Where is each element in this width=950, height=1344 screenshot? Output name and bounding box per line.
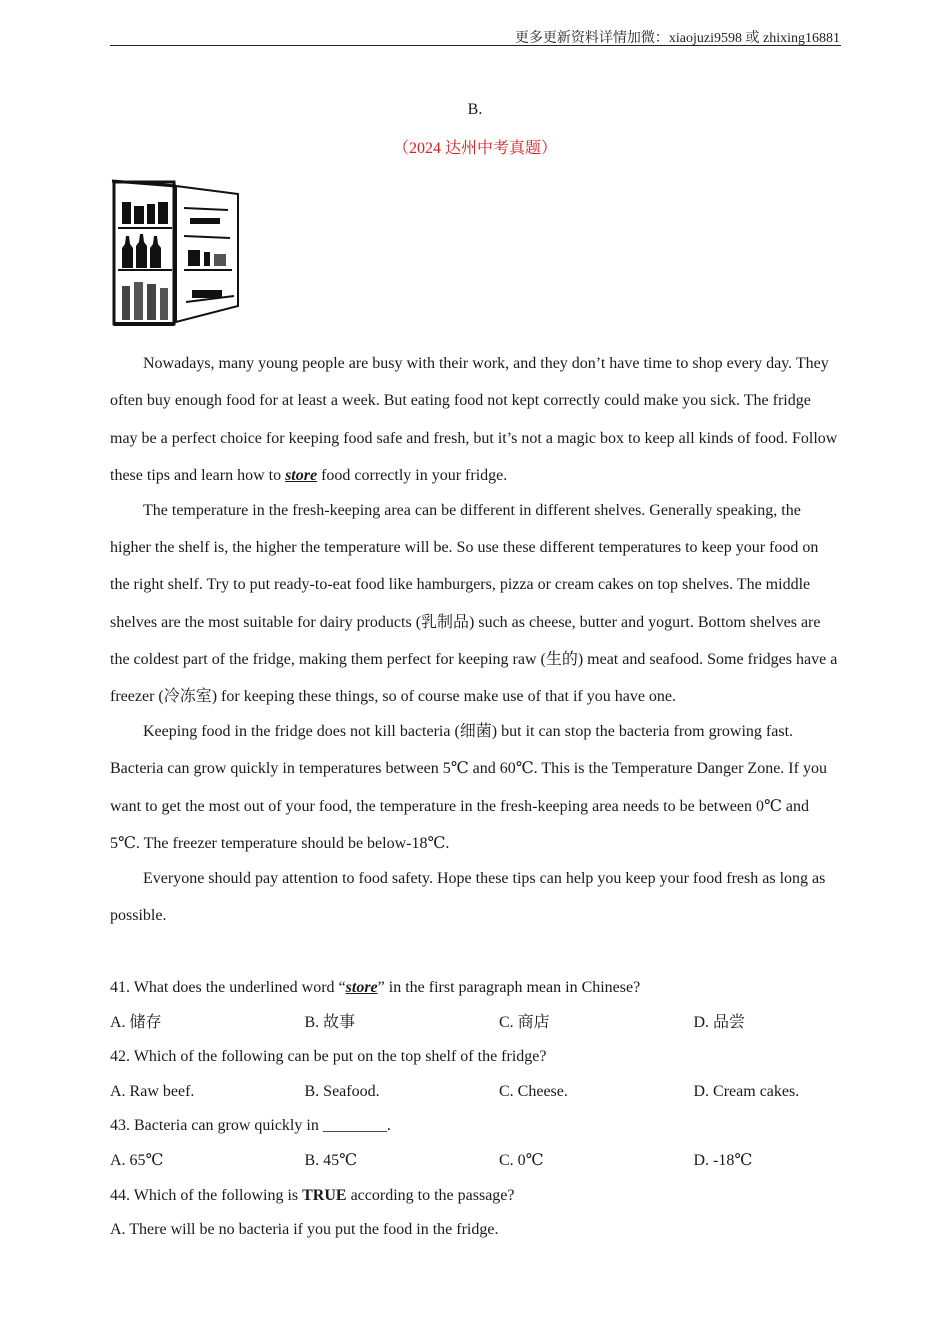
question-43-option-d: D. -18℃ [693, 1151, 753, 1169]
question-42-option-d: D. Cream cakes. [693, 1082, 800, 1100]
question-44-after: according to the passage? [346, 1186, 515, 1204]
passage [110, 345, 841, 932]
question-41-keyword: store [345, 979, 378, 996]
question-41-option-c: C. 商店 [499, 1013, 550, 1031]
paragraph-1-text-after: food correctly in your fridge. [317, 466, 508, 484]
refrigerator-illustration [110, 178, 242, 328]
source-label: （2024 达州中考真题） [392, 140, 557, 157]
question-43-options [110, 1148, 841, 1183]
question-41-option-d: D. 品尝 [693, 1013, 746, 1031]
question-44-stem [110, 1183, 841, 1218]
page-header-text: 更多更新资料详情加微：xiaojuzi9598 或 zhixing16881 [514, 31, 840, 46]
question-42-option-c: C. Cheese. [499, 1082, 568, 1100]
question-42-option-b: B. Seafood. [304, 1082, 380, 1100]
question-43-stem: 43. Bacteria can grow quickly in ________. [110, 1117, 391, 1135]
question-41-before: 41. What does the underlined word “ [110, 979, 346, 996]
paragraph-4: Everyone should pay attention to food safety. Hope these tips can help you keep your food fresh as long as possible. [110, 869, 826, 924]
question-41-option-a: A. 储存 [110, 1013, 162, 1031]
question-42-stem: 42. Which of the following can be put on the top shelf of the fridge? [110, 1048, 547, 1066]
underlined-word-store: store [285, 466, 318, 484]
header-divider [110, 45, 841, 46]
question-43-option-a: A. 65℃ [110, 1151, 164, 1169]
paragraph-2: The temperature in the fresh-keeping area can be different in different shelves. Generally speaking, the higher the shelf is, the higher the temperature will be. So use these different temperatures to keep your food on the right shelf. Try to put ready-to-eat food like hamburgers, pizza or cream cakes on top shelves. The middle shelves are the most suitable for dairy products (乳制品) such as cheese, butter and yogurt. Bottom shelves are the coldest part of the fridge, making them perfect for keeping raw (生的) meat and seafood. Some fridges have a freezer (冷冻室) for keeping these things, so of course make use of that if you have one. [110, 501, 838, 706]
paragraph-3: Keeping food in the fridge does not kill bacteria (细菌) but it can stop the bacteria from growing fast. Bacteria can grow quickly in temperatures between 5℃ and 60℃. This is the Temperature Danger Zone. If you want to get the most out of your food, the temperature in the fresh-keeping area needs to be between 0℃ and 5℃. The freezer temperature should be below-18℃. [110, 722, 827, 852]
question-41-stem [110, 975, 841, 1010]
question-44-bold-word: TRUE [302, 1186, 347, 1204]
paragraph-1-text-before: Nowadays, many young people are busy with their work, and they don’t have time to shop every day. They often buy enough food for at least a week. But eating food not kept correctly could make you sick. The fridge may be a perfect choice for keeping food safe and fresh, but it’s not a magic box to keep all kinds of food. Follow these tips and learn how to [110, 355, 838, 484]
question-41-after: ” in the first paragraph mean in Chinese? [377, 979, 641, 996]
question-list [110, 975, 841, 1252]
question-41-option-b: B. 故事 [304, 1013, 356, 1031]
question-41-options [110, 1010, 841, 1045]
question-43-option-b: B. 45℃ [304, 1151, 358, 1169]
question-42-option-a: A. Raw beef. [110, 1082, 195, 1100]
question-44-before: 44. Which of the following is [110, 1186, 303, 1204]
section-label: B. [467, 101, 483, 118]
question-44-option-a: A. There will be no bacteria if you put the food in the fridge. [110, 1221, 499, 1239]
question-42-options [110, 1079, 841, 1114]
paragraph-1 [110, 345, 841, 494]
question-43-option-c: C. 0℃ [499, 1151, 544, 1169]
